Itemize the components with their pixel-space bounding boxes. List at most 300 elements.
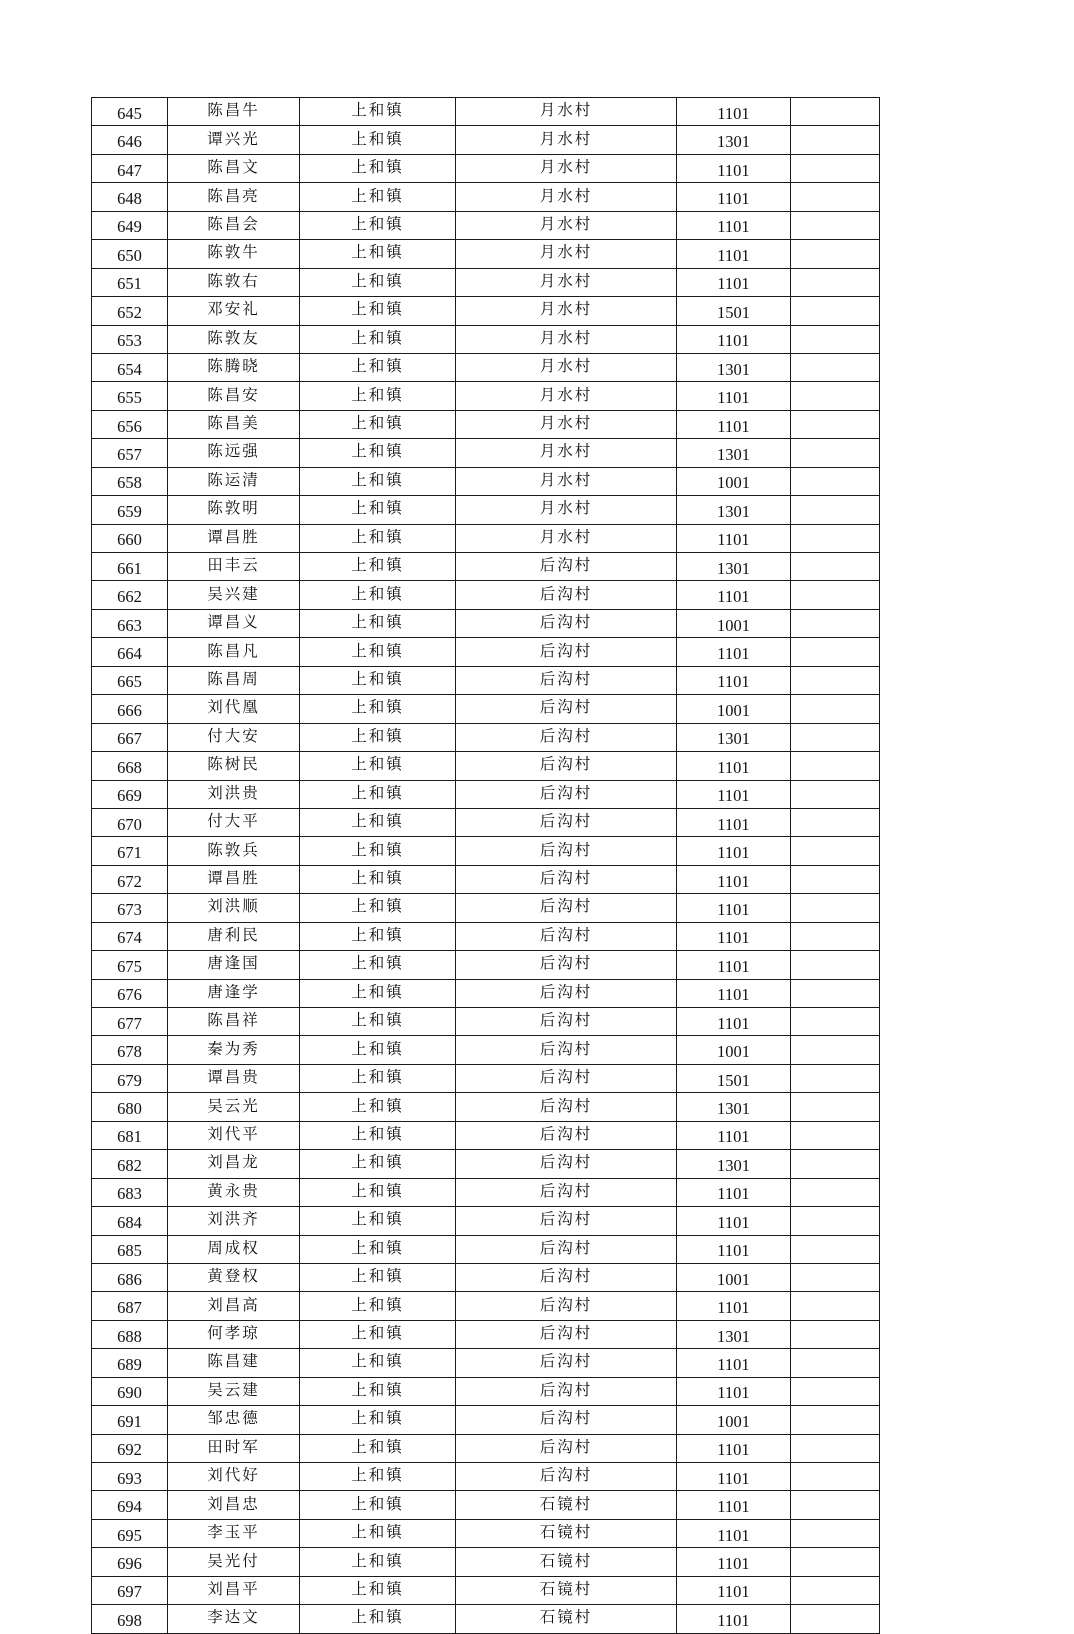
code-cell: 1101 <box>677 154 791 182</box>
village-cell: 月水村 <box>456 183 677 211</box>
town-cell: 上和镇 <box>300 922 456 950</box>
village-cell: 月水村 <box>456 325 677 353</box>
table-row <box>92 1121 880 1149</box>
table-row <box>92 553 880 581</box>
village-cell: 月水村 <box>456 353 677 381</box>
code-cell: 1101 <box>677 1605 791 1633</box>
remark-cell <box>791 410 880 438</box>
table-row <box>92 951 880 979</box>
remark-cell <box>791 951 880 979</box>
remark-cell <box>791 1064 880 1092</box>
table-row <box>92 1320 880 1348</box>
code-cell: 1101 <box>677 410 791 438</box>
village-cell: 后沟村 <box>456 780 677 808</box>
remark-cell <box>791 1377 880 1405</box>
name-cell: 邹忠德 <box>168 1406 300 1434</box>
town-cell: 上和镇 <box>300 240 456 268</box>
data-table <box>91 97 880 1634</box>
town-cell: 上和镇 <box>300 1406 456 1434</box>
row-number-cell: 693 <box>92 1463 168 1491</box>
code-cell: 1001 <box>677 467 791 495</box>
row-number-cell: 692 <box>92 1434 168 1462</box>
remark-cell <box>791 922 880 950</box>
code-cell: 1101 <box>677 1207 791 1235</box>
row-number-cell: 649 <box>92 211 168 239</box>
remark-cell <box>791 581 880 609</box>
code-cell: 1101 <box>677 581 791 609</box>
row-number-cell: 667 <box>92 723 168 751</box>
remark-cell <box>791 439 880 467</box>
table-row <box>92 808 880 836</box>
remark-cell <box>791 1519 880 1547</box>
name-cell: 陈昌安 <box>168 382 300 410</box>
town-cell: 上和镇 <box>300 467 456 495</box>
village-cell: 后沟村 <box>456 1463 677 1491</box>
remark-cell <box>791 1263 880 1291</box>
table-row <box>92 1406 880 1434</box>
remark-cell <box>791 865 880 893</box>
remark-cell <box>791 524 880 552</box>
remark-cell <box>791 268 880 296</box>
table-row <box>92 1349 880 1377</box>
town-cell: 上和镇 <box>300 325 456 353</box>
village-cell: 月水村 <box>456 126 677 154</box>
table-row <box>92 1008 880 1036</box>
name-cell: 付大平 <box>168 808 300 836</box>
remark-cell <box>791 723 880 751</box>
code-cell: 1101 <box>677 1178 791 1206</box>
town-cell: 上和镇 <box>300 524 456 552</box>
table-row <box>92 581 880 609</box>
name-cell: 黄登权 <box>168 1263 300 1291</box>
code-cell: 1101 <box>677 1548 791 1576</box>
table-row <box>92 1207 880 1235</box>
town-cell: 上和镇 <box>300 1008 456 1036</box>
row-number-cell: 689 <box>92 1349 168 1377</box>
row-number-cell: 650 <box>92 240 168 268</box>
town-cell: 上和镇 <box>300 410 456 438</box>
town-cell: 上和镇 <box>300 1548 456 1576</box>
table-body <box>92 98 880 1634</box>
table-row <box>92 837 880 865</box>
name-cell: 陈运清 <box>168 467 300 495</box>
code-cell: 1101 <box>677 382 791 410</box>
table-row <box>92 638 880 666</box>
town-cell: 上和镇 <box>300 1519 456 1547</box>
town-cell: 上和镇 <box>300 1235 456 1263</box>
row-number-cell: 681 <box>92 1121 168 1149</box>
code-cell: 1101 <box>677 1377 791 1405</box>
row-number-cell: 669 <box>92 780 168 808</box>
town-cell: 上和镇 <box>300 1349 456 1377</box>
remark-cell <box>791 1121 880 1149</box>
name-cell: 刘代平 <box>168 1121 300 1149</box>
code-cell: 1301 <box>677 126 791 154</box>
table-row <box>92 240 880 268</box>
table-row <box>92 666 880 694</box>
remark-cell <box>791 1548 880 1576</box>
code-cell: 1101 <box>677 1576 791 1604</box>
name-cell: 陈昌文 <box>168 154 300 182</box>
code-cell: 1101 <box>677 922 791 950</box>
table-row <box>92 1064 880 1092</box>
code-cell: 1101 <box>677 666 791 694</box>
name-cell: 陈树民 <box>168 752 300 780</box>
village-cell: 月水村 <box>456 268 677 296</box>
row-number-cell: 668 <box>92 752 168 780</box>
town-cell: 上和镇 <box>300 837 456 865</box>
name-cell: 谭昌胜 <box>168 865 300 893</box>
name-cell: 刘代凰 <box>168 695 300 723</box>
code-cell: 1101 <box>677 808 791 836</box>
name-cell: 陈敦牛 <box>168 240 300 268</box>
name-cell: 李玉平 <box>168 1519 300 1547</box>
row-number-cell: 661 <box>92 553 168 581</box>
remark-cell <box>791 1605 880 1633</box>
village-cell: 后沟村 <box>456 1406 677 1434</box>
village-cell: 后沟村 <box>456 553 677 581</box>
row-number-cell: 680 <box>92 1093 168 1121</box>
name-cell: 陈昌牛 <box>168 98 300 126</box>
name-cell: 刘昌忠 <box>168 1491 300 1519</box>
name-cell: 周成权 <box>168 1235 300 1263</box>
code-cell: 1001 <box>677 1406 791 1434</box>
name-cell: 陈昌祥 <box>168 1008 300 1036</box>
name-cell: 黄永贵 <box>168 1178 300 1206</box>
code-cell: 1301 <box>677 1320 791 1348</box>
name-cell: 陈敦右 <box>168 268 300 296</box>
village-cell: 后沟村 <box>456 865 677 893</box>
table-row <box>92 439 880 467</box>
code-cell: 1301 <box>677 1150 791 1178</box>
village-cell: 后沟村 <box>456 979 677 1007</box>
town-cell: 上和镇 <box>300 1121 456 1149</box>
row-number-cell: 655 <box>92 382 168 410</box>
code-cell: 1101 <box>677 1434 791 1462</box>
code-cell: 1501 <box>677 297 791 325</box>
remark-cell <box>791 1434 880 1462</box>
remark-cell <box>791 1349 880 1377</box>
row-number-cell: 646 <box>92 126 168 154</box>
town-cell: 上和镇 <box>300 1292 456 1320</box>
row-number-cell: 690 <box>92 1377 168 1405</box>
remark-cell <box>791 183 880 211</box>
name-cell: 刘昌高 <box>168 1292 300 1320</box>
row-number-cell: 652 <box>92 297 168 325</box>
town-cell: 上和镇 <box>300 98 456 126</box>
code-cell: 1101 <box>677 240 791 268</box>
code-cell: 1001 <box>677 695 791 723</box>
village-cell: 后沟村 <box>456 638 677 666</box>
row-number-cell: 676 <box>92 979 168 1007</box>
town-cell: 上和镇 <box>300 382 456 410</box>
code-cell: 1101 <box>677 183 791 211</box>
table-row <box>92 894 880 922</box>
code-cell: 1101 <box>677 325 791 353</box>
code-cell: 1101 <box>677 1349 791 1377</box>
name-cell: 谭昌贵 <box>168 1064 300 1092</box>
row-number-cell: 663 <box>92 609 168 637</box>
code-cell: 1101 <box>677 894 791 922</box>
row-number-cell: 658 <box>92 467 168 495</box>
town-cell: 上和镇 <box>300 808 456 836</box>
remark-cell <box>791 666 880 694</box>
village-cell: 石镜村 <box>456 1605 677 1633</box>
village-cell: 后沟村 <box>456 894 677 922</box>
village-cell: 月水村 <box>456 467 677 495</box>
table-row <box>92 1377 880 1405</box>
remark-cell <box>791 154 880 182</box>
code-cell: 1001 <box>677 1036 791 1064</box>
table-row <box>92 609 880 637</box>
name-cell: 谭兴光 <box>168 126 300 154</box>
town-cell: 上和镇 <box>300 1377 456 1405</box>
village-cell: 后沟村 <box>456 581 677 609</box>
village-cell: 月水村 <box>456 297 677 325</box>
remark-cell <box>791 297 880 325</box>
town-cell: 上和镇 <box>300 1576 456 1604</box>
row-number-cell: 686 <box>92 1263 168 1291</box>
town-cell: 上和镇 <box>300 1178 456 1206</box>
name-cell: 吴光付 <box>168 1548 300 1576</box>
code-cell: 1301 <box>677 353 791 381</box>
row-number-cell: 684 <box>92 1207 168 1235</box>
code-cell: 1101 <box>677 951 791 979</box>
remark-cell <box>791 894 880 922</box>
name-cell: 陈昌会 <box>168 211 300 239</box>
village-cell: 后沟村 <box>456 666 677 694</box>
table-row <box>92 1519 880 1547</box>
name-cell: 田丰云 <box>168 553 300 581</box>
row-number-cell: 679 <box>92 1064 168 1092</box>
table-row <box>92 1263 880 1291</box>
row-number-cell: 664 <box>92 638 168 666</box>
town-cell: 上和镇 <box>300 1207 456 1235</box>
table-row <box>92 154 880 182</box>
village-cell: 月水村 <box>456 211 677 239</box>
remark-cell <box>791 780 880 808</box>
row-number-cell: 674 <box>92 922 168 950</box>
remark-cell <box>791 1320 880 1348</box>
code-cell: 1101 <box>677 524 791 552</box>
code-cell: 1501 <box>677 1064 791 1092</box>
name-cell: 吴兴建 <box>168 581 300 609</box>
village-cell: 后沟村 <box>456 723 677 751</box>
remark-cell <box>791 837 880 865</box>
remark-cell <box>791 98 880 126</box>
table-row <box>92 496 880 524</box>
table-row <box>92 865 880 893</box>
remark-cell <box>791 808 880 836</box>
code-cell: 1101 <box>677 1463 791 1491</box>
table-row <box>92 1605 880 1633</box>
town-cell: 上和镇 <box>300 553 456 581</box>
name-cell: 邓安礼 <box>168 297 300 325</box>
table-row <box>92 1292 880 1320</box>
row-number-cell: 688 <box>92 1320 168 1348</box>
town-cell: 上和镇 <box>300 780 456 808</box>
town-cell: 上和镇 <box>300 1263 456 1291</box>
town-cell: 上和镇 <box>300 609 456 637</box>
row-number-cell: 696 <box>92 1548 168 1576</box>
town-cell: 上和镇 <box>300 695 456 723</box>
code-cell: 1101 <box>677 1491 791 1519</box>
village-cell: 后沟村 <box>456 1263 677 1291</box>
table-row <box>92 723 880 751</box>
remark-cell <box>791 1292 880 1320</box>
remark-cell <box>791 211 880 239</box>
remark-cell <box>791 1150 880 1178</box>
town-cell: 上和镇 <box>300 268 456 296</box>
row-number-cell: 697 <box>92 1576 168 1604</box>
code-cell: 1101 <box>677 211 791 239</box>
row-number-cell: 694 <box>92 1491 168 1519</box>
town-cell: 上和镇 <box>300 211 456 239</box>
code-cell: 1101 <box>677 1008 791 1036</box>
name-cell: 陈敦兵 <box>168 837 300 865</box>
row-number-cell: 677 <box>92 1008 168 1036</box>
table-row <box>92 695 880 723</box>
row-number-cell: 672 <box>92 865 168 893</box>
table-row <box>92 1491 880 1519</box>
row-number-cell: 657 <box>92 439 168 467</box>
village-cell: 后沟村 <box>456 951 677 979</box>
code-cell: 1301 <box>677 553 791 581</box>
village-cell: 后沟村 <box>456 695 677 723</box>
row-number-cell: 687 <box>92 1292 168 1320</box>
village-cell: 后沟村 <box>456 1064 677 1092</box>
village-cell: 后沟村 <box>456 609 677 637</box>
village-cell: 后沟村 <box>456 752 677 780</box>
row-number-cell: 645 <box>92 98 168 126</box>
table-row <box>92 1463 880 1491</box>
table-row <box>92 410 880 438</box>
village-cell: 后沟村 <box>456 1377 677 1405</box>
code-cell: 1101 <box>677 979 791 1007</box>
name-cell: 陈敦友 <box>168 325 300 353</box>
row-number-cell: 698 <box>92 1605 168 1633</box>
village-cell: 石镜村 <box>456 1491 677 1519</box>
remark-cell <box>791 353 880 381</box>
row-number-cell: 656 <box>92 410 168 438</box>
table-row <box>92 1235 880 1263</box>
town-cell: 上和镇 <box>300 1150 456 1178</box>
village-cell: 月水村 <box>456 496 677 524</box>
village-cell: 后沟村 <box>456 1008 677 1036</box>
table-row <box>92 297 880 325</box>
village-cell: 后沟村 <box>456 1093 677 1121</box>
row-number-cell: 666 <box>92 695 168 723</box>
table-row <box>92 467 880 495</box>
row-number-cell: 675 <box>92 951 168 979</box>
village-cell: 后沟村 <box>456 1292 677 1320</box>
code-cell: 1101 <box>677 1292 791 1320</box>
table-row <box>92 1576 880 1604</box>
village-cell: 后沟村 <box>456 1121 677 1149</box>
code-cell: 1101 <box>677 638 791 666</box>
table-row <box>92 752 880 780</box>
name-cell: 刘代好 <box>168 1463 300 1491</box>
name-cell: 唐利民 <box>168 922 300 950</box>
code-cell: 1101 <box>677 1519 791 1547</box>
name-cell: 秦为秀 <box>168 1036 300 1064</box>
table-row <box>92 211 880 239</box>
town-cell: 上和镇 <box>300 723 456 751</box>
row-number-cell: 678 <box>92 1036 168 1064</box>
row-number-cell: 662 <box>92 581 168 609</box>
village-cell: 月水村 <box>456 154 677 182</box>
name-cell: 陈昌建 <box>168 1349 300 1377</box>
row-number-cell: 695 <box>92 1519 168 1547</box>
table-row <box>92 382 880 410</box>
town-cell: 上和镇 <box>300 951 456 979</box>
remark-cell <box>791 1491 880 1519</box>
village-cell: 后沟村 <box>456 1150 677 1178</box>
name-cell: 付大安 <box>168 723 300 751</box>
town-cell: 上和镇 <box>300 183 456 211</box>
table-row <box>92 922 880 950</box>
remark-cell <box>791 1463 880 1491</box>
table-row <box>92 979 880 1007</box>
row-number-cell: 660 <box>92 524 168 552</box>
row-number-cell: 653 <box>92 325 168 353</box>
name-cell: 谭昌胜 <box>168 524 300 552</box>
name-cell: 刘昌平 <box>168 1576 300 1604</box>
name-cell: 唐逢学 <box>168 979 300 1007</box>
remark-cell <box>791 496 880 524</box>
village-cell: 石镜村 <box>456 1576 677 1604</box>
village-cell: 月水村 <box>456 524 677 552</box>
name-cell: 刘洪顺 <box>168 894 300 922</box>
remark-cell <box>791 1093 880 1121</box>
table-row <box>92 1548 880 1576</box>
name-cell: 陈远强 <box>168 439 300 467</box>
village-cell: 石镜村 <box>456 1548 677 1576</box>
remark-cell <box>791 638 880 666</box>
village-cell: 月水村 <box>456 382 677 410</box>
name-cell: 谭昌义 <box>168 609 300 637</box>
village-cell: 后沟村 <box>456 1235 677 1263</box>
row-number-cell: 659 <box>92 496 168 524</box>
name-cell: 刘洪齐 <box>168 1207 300 1235</box>
name-cell: 李达文 <box>168 1605 300 1633</box>
table-row <box>92 98 880 126</box>
village-cell: 后沟村 <box>456 808 677 836</box>
village-cell: 后沟村 <box>456 922 677 950</box>
town-cell: 上和镇 <box>300 1320 456 1348</box>
code-cell: 1101 <box>677 98 791 126</box>
remark-cell <box>791 1235 880 1263</box>
table-row <box>92 524 880 552</box>
village-cell: 月水村 <box>456 410 677 438</box>
name-cell: 唐逢国 <box>168 951 300 979</box>
name-cell: 吴云建 <box>168 1377 300 1405</box>
row-number-cell: 670 <box>92 808 168 836</box>
code-cell: 1301 <box>677 723 791 751</box>
name-cell: 何孝琼 <box>168 1320 300 1348</box>
code-cell: 1301 <box>677 1093 791 1121</box>
table-row <box>92 780 880 808</box>
town-cell: 上和镇 <box>300 297 456 325</box>
town-cell: 上和镇 <box>300 496 456 524</box>
village-cell: 月水村 <box>456 439 677 467</box>
code-cell: 1301 <box>677 496 791 524</box>
town-cell: 上和镇 <box>300 666 456 694</box>
name-cell: 陈腾晓 <box>168 353 300 381</box>
remark-cell <box>791 609 880 637</box>
town-cell: 上和镇 <box>300 581 456 609</box>
town-cell: 上和镇 <box>300 752 456 780</box>
